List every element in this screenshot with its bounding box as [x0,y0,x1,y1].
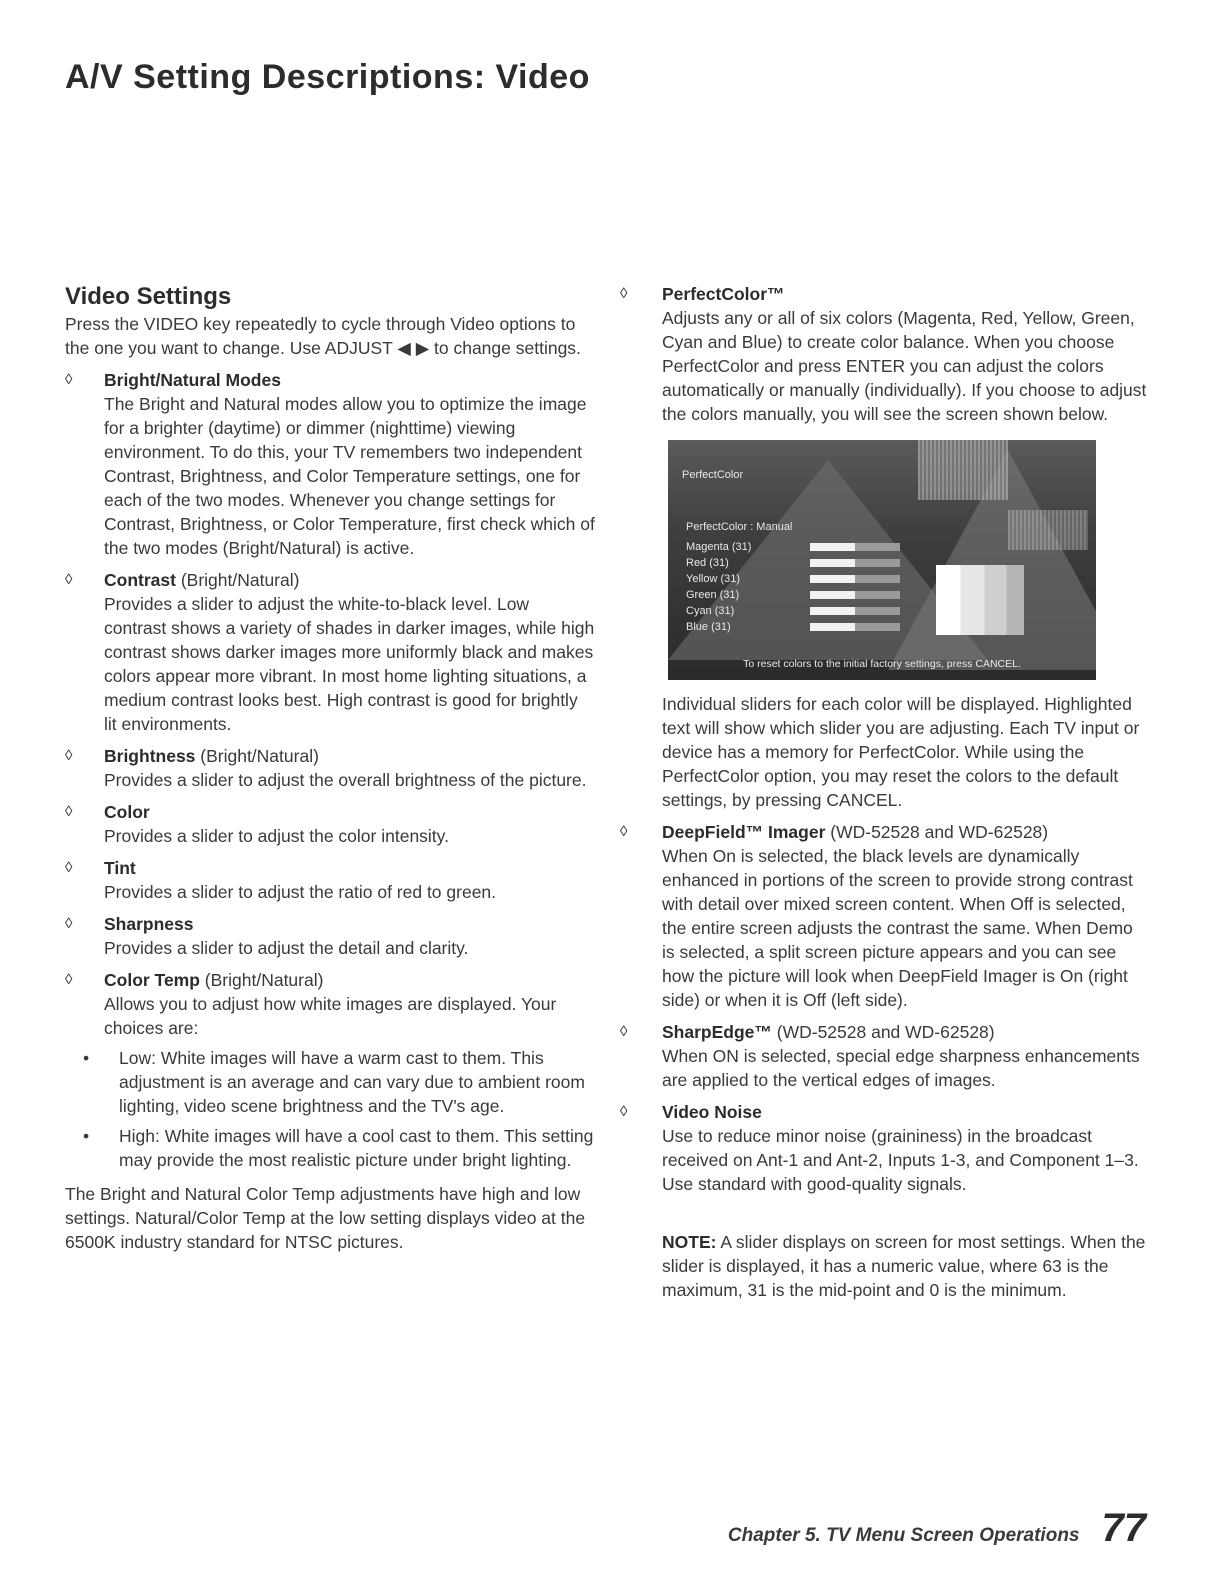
setting-name: Brightness [104,746,196,766]
slider-fill [810,607,855,615]
color-slider[interactable] [810,559,900,567]
closing-paragraph: The Bright and Natural Color Temp adjustments have high and low settings. Natural/Color Temp at the low setting displays video at the 6500K industry standard for NTSC pictures. [65,1184,586,1252]
intro-text: Press the VIDEO key repeatedly to cycle through Video options to the one you want to change. Use ADJUST ◀ ▶ to change settings. [65,314,581,358]
setting-description: Provides a slider to adjust the ratio of red to green. [104,882,497,902]
diamond-bullet-icon: ◊ [65,971,73,988]
note-label: NOTE: [662,1232,717,1252]
color-slider[interactable] [810,591,900,599]
right-column [620,282,1150,1320]
setting-contrast: ◊ Contrast (Bright/Natural) Provides a slider to adjust the white-to-black level. Low contrast shows a variety of shades in darker images, while high contrast shows darker images more uniformly black and makes colors appear more vibrant. In most home lighting situations, a medium contrast looks best. High contrast is good for brightly lit environments. [65,570,595,734]
section-heading: Video Settings [65,283,232,310]
diamond-bullet-icon: ◊ [620,823,628,840]
slider-fill [810,559,855,567]
slider-label: Yellow (31) [686,573,741,585]
slider-fill [810,623,855,631]
slider-fill [810,543,855,551]
setting-bright-natural-modes [65,368,595,560]
diamond-bullet-icon: ◊ [65,803,73,820]
diamond-bullet-icon: ◊ [65,371,73,388]
setting-description: When On is selected, the black levels are dynamically enhanced in portions of the screen to provide strong contrast with detail over mixed screen content. When Off is selected, the entire screen adjusts the contrast the same. When Demo is selected, a split screen picture appears and you can see how the picture will look when DeepField Imager is On (right side) or when it is Off (left side). [662,846,1133,1010]
setting-tint [65,856,595,904]
setting-brightness: ◊ Brightness (Bright/Natural) Provides a slider to adjust the overall brightness of the picture. [65,744,595,792]
setting-name: Bright/Natural Modes [104,370,281,390]
setting-description: Use to reduce minor noise (graininess) in the broadcast received on Ant-1 and Ant-2, Inputs 1-3, and Component 1–3. Use standard with good-quality signals. [662,1126,1139,1194]
diamond-bullet-icon: ◊ [620,285,628,302]
page-footer [728,1506,1146,1551]
setting-description: Provides a slider to adjust the overall brightness of the picture. [104,770,587,790]
setting-name: DeepField™ Imager [662,822,826,842]
page-number: 77 [1101,1506,1146,1550]
setting-description: Allows you to adjust how white images are displayed. Your choices are: [104,994,557,1038]
setting-name: Sharpness [104,914,194,934]
slider-label: Red (31) [686,557,729,569]
setting-sharpness [65,912,595,960]
color-slider[interactable] [810,543,900,551]
color-swatch [936,565,1024,635]
setting-name: Tint [104,858,136,878]
setting-color-temp: ◊ Color Temp (Bright/Natural) Allows you to adjust how white images are displayed. Your choices are: [65,968,595,1040]
diamond-bullet-icon: ◊ [65,571,73,588]
setting-description: Provides a slider to adjust the detail and clarity. [104,938,469,958]
diamond-bullet-icon: ◊ [65,747,73,764]
diamond-bullet-icon: ◊ [620,1103,628,1120]
setting-perfectcolor [620,282,1150,812]
diamond-bullet-icon: ◊ [65,859,73,876]
setting-sharpedge: ◊ SharpEdge™ (WD-52528 and WD-62528) When ON is selected, special edge sharpness enhancements are applied to the vertical edges of images. [620,1020,1150,1092]
diamond-bullet-icon: ◊ [65,915,73,932]
setting-description: Provides a slider to adjust the white-to-black level. Low contrast shows a variety of shades in darker images, while high contrast shows darker images more uniformly black and makes colors appear more vibrant. In most home lighting situations, a medium contrast looks best. High contrast is good for brightly lit environments. [104,594,595,734]
setting-description: Provides a slider to adjust the color intensity. [104,826,449,846]
perfectcolor-screen-image [668,440,1096,680]
setting-deepfield-imager: ◊ DeepField™ Imager (WD-52528 and WD-62528) When On is selected, the black levels are dynamically enhanced in portions of the screen to provide strong contrast with detail over mixed screen content. When Off is selected, the entire screen adjusts the contrast the same. When Demo is selected, a split screen picture appears and you can see how the picture will look when DeepField Imager is On (right side) or when it is Off (left side). [620,820,1150,1012]
setting-name: Color Temp [104,970,200,990]
color-temp-choices [65,1046,595,1172]
color-slider[interactable] [810,623,900,631]
setting-name: SharpEdge™ [662,1022,772,1042]
note-paragraph: NOTE: A slider displays on screen for most settings. When the slider is displayed, it has a numeric value, where 63 is the maximum, 31 is the mid-point and 0 is the minimum. [662,1232,1146,1300]
list-item: • High: White images will have a cool cast to them. This setting may provide the most realistic picture under bright lighting. [83,1126,594,1170]
setting-color [65,800,595,848]
setting-name: Color [104,802,150,822]
screen-title: PerfectColor [682,469,744,481]
color-slider[interactable] [810,607,900,615]
screen-footer: To reset colors to the initial factory settings, press CANCEL. [743,658,1021,670]
bullet-dot-icon: • [83,1048,90,1068]
screen-mode: PerfectColor : Manual [686,521,793,533]
color-slider[interactable] [810,575,900,583]
slider-label: Green (31) [686,589,740,601]
setting-name: Contrast [104,570,176,590]
setting-video-noise [620,1100,1150,1196]
diamond-bullet-icon: ◊ [620,1023,628,1040]
setting-description: The Bright and Natural modes allow you to optimize the image for a brighter (daytime) or dimmer (nighttime) viewing environment. To do this, your TV remembers two independent Contrast, Brightness, and Color Temperature settings, one for each of the two modes. Whenever you change settings for Contrast, Brightness, or Color Temperature, first check which of the two modes (Bright/Natural) is active. [104,394,595,558]
setting-description: When ON is selected, special edge sharpness enhancements are applied to the vertical edges of images. [662,1046,1140,1090]
slider-fill [810,575,855,583]
setting-description: Individual sliders for each color will be displayed. Highlighted text will show which slider you are adjusting. Each TV input or device has a memory for PerfectColor. While using the PerfectColor option, you may reset the colors to the default settings, by pressing CANCEL. [662,694,1140,810]
slider-label: Magenta (31) [686,541,752,553]
slider-label: Cyan (31) [686,605,735,617]
footer-chapter: Chapter 5. TV Menu Screen Operations [727,1525,1080,1546]
list-item: • Low: White images will have a warm cast to them. This adjustment is an average and can vary due to ambient room lighting, video scene brightness and the TV's age. [83,1048,585,1116]
page-title: A/V Setting Descriptions: Video [65,58,590,96]
bullet-dot-icon: • [83,1126,90,1146]
left-column [65,282,595,1254]
setting-description: Adjusts any or all of six colors (Magenta, Red, Yellow, Green, Cyan and Blue) to create color balance. When you choose PerfectColor and press ENTER you can adjust the colors automatically or manually (individually). If you choose to adjust the colors manually, you will see the screen shown below. [662,308,1147,424]
setting-name: PerfectColor™ [662,284,785,304]
setting-name: Video Noise [662,1102,762,1122]
slider-label: Blue (31) [686,621,731,633]
slider-fill [810,591,855,599]
